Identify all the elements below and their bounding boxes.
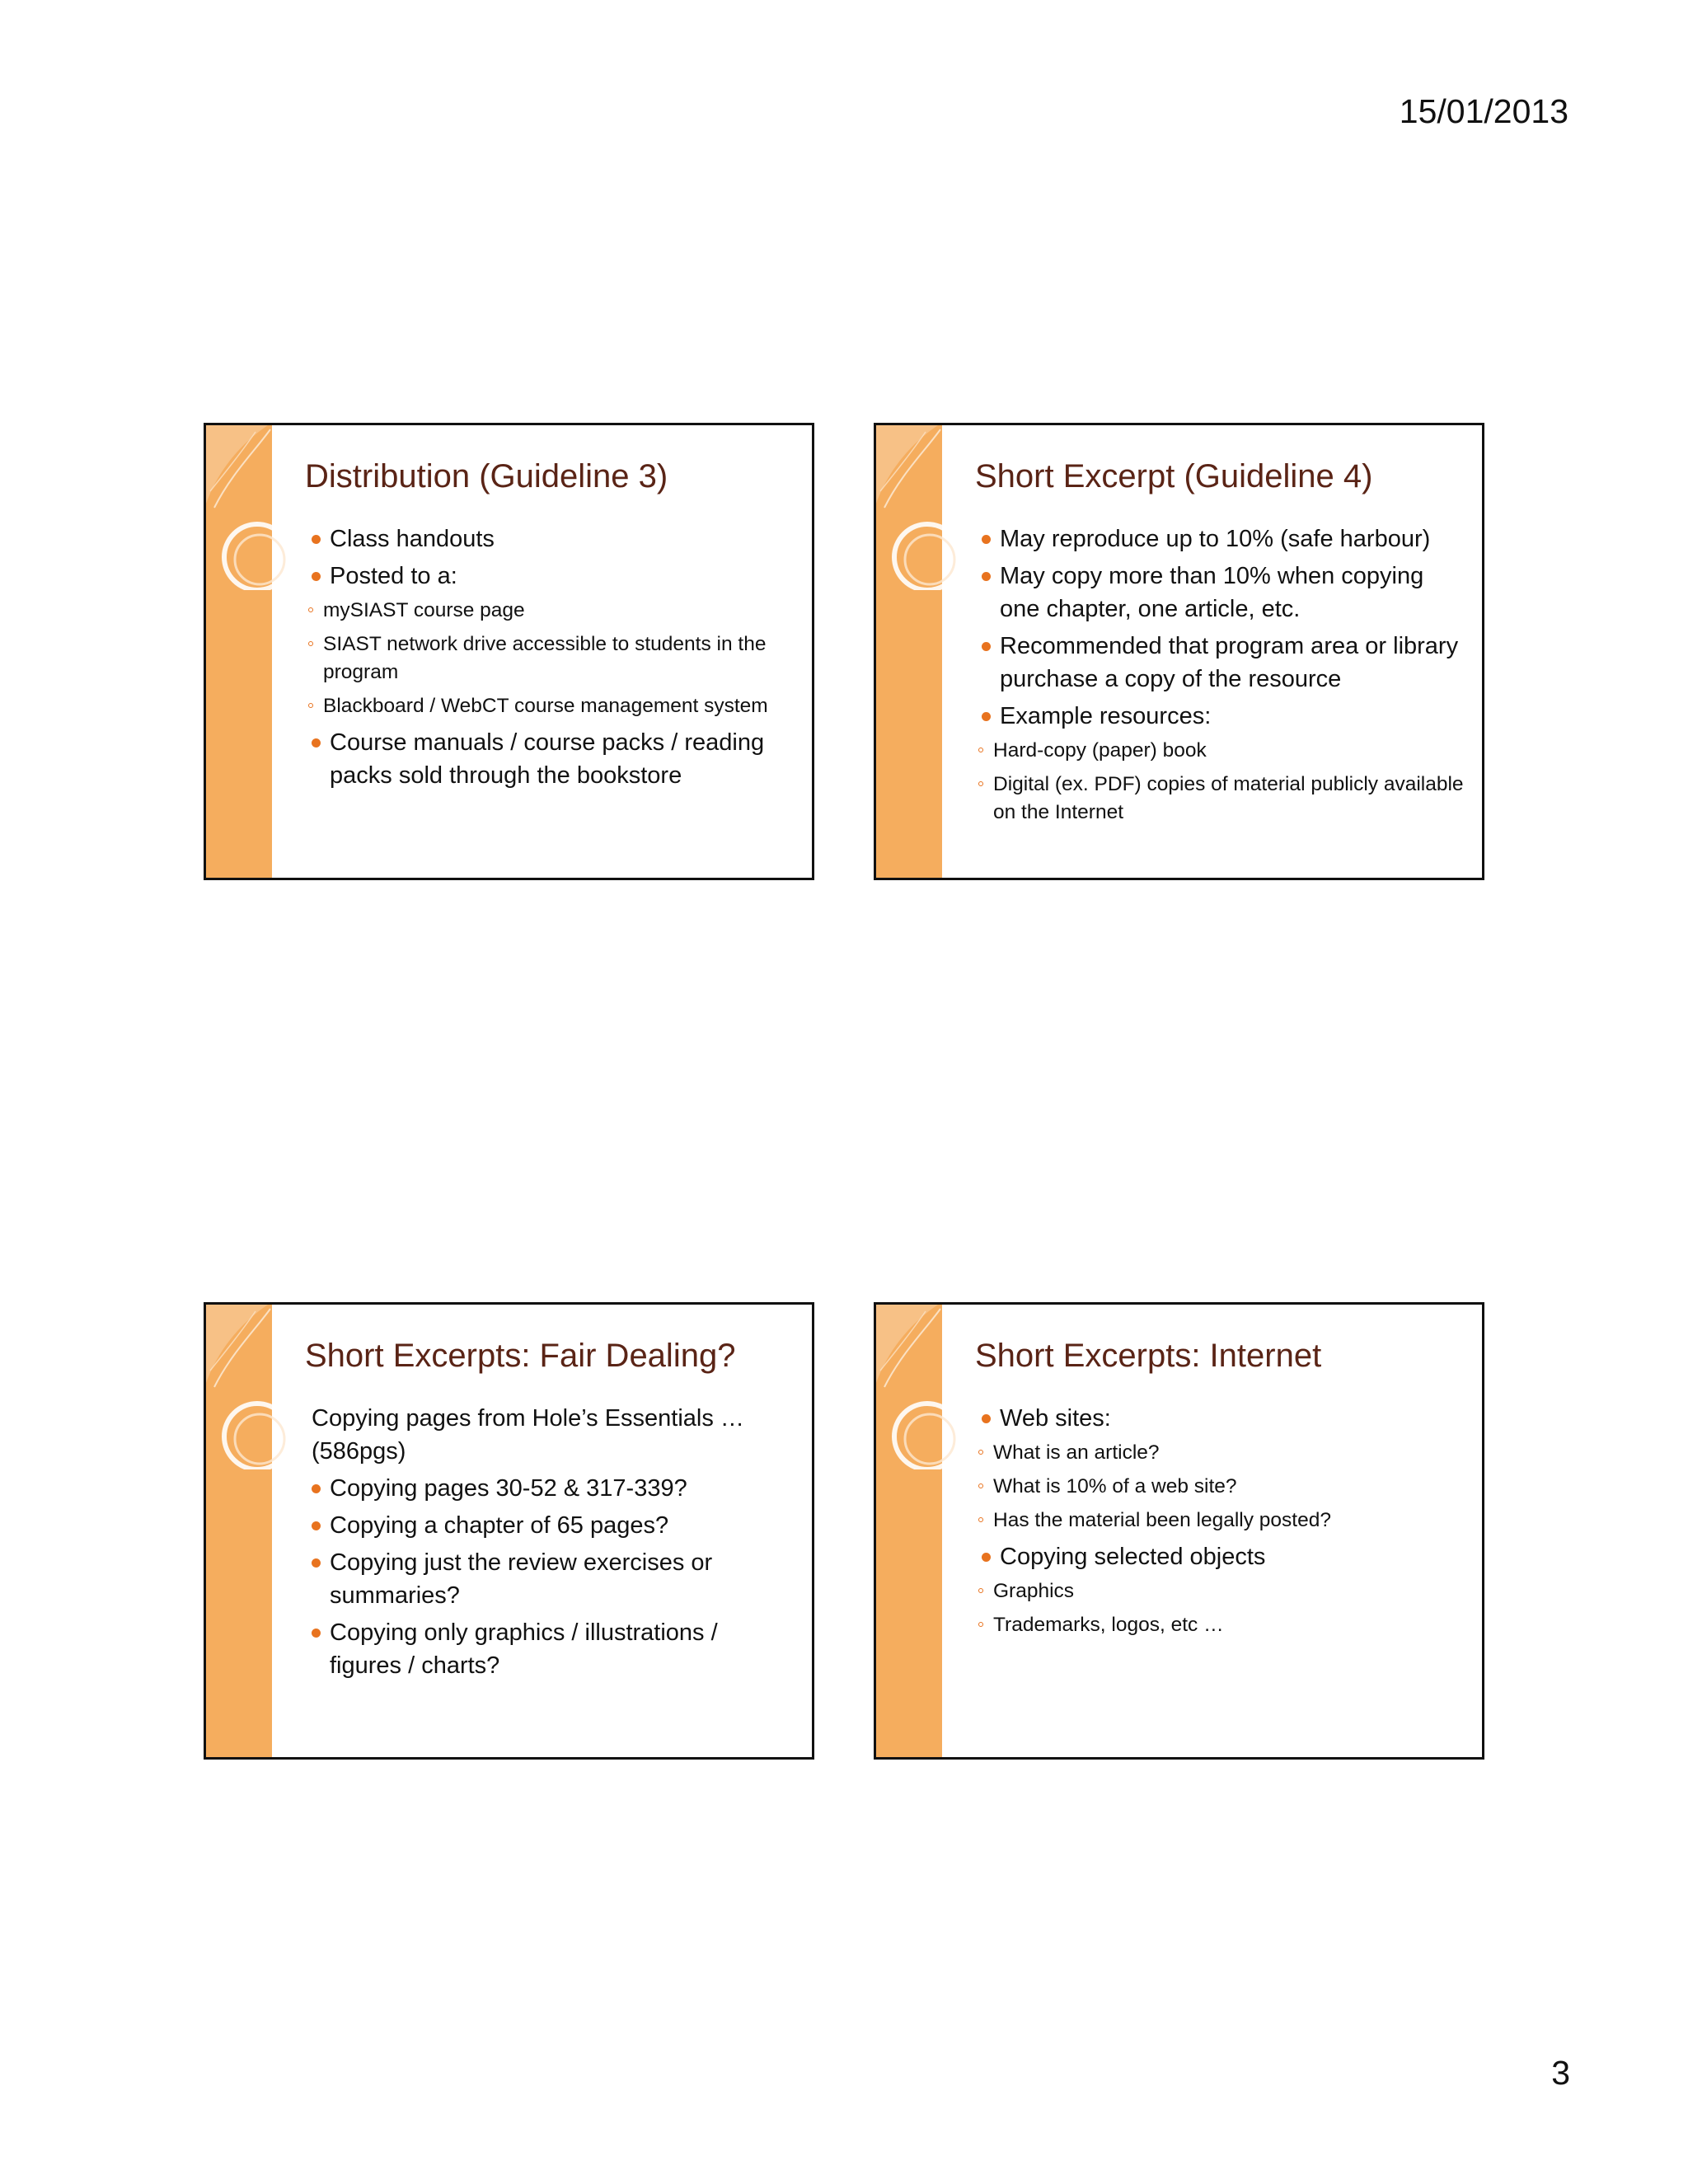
print-date: 15/01/2013 <box>1399 92 1568 130</box>
bullet-text: Copying a chapter of 65 pages? <box>330 1512 669 1539</box>
bullet-item <box>305 1546 795 1612</box>
sub-bullet-item <box>305 597 795 625</box>
bullet-item <box>305 560 795 593</box>
leaf-decoration-icon <box>876 425 975 590</box>
sub-bullet-text: Digital (ex. PDF) copies of material publicly available on the Internet <box>993 773 1464 823</box>
sub-bullet-item <box>975 1473 1465 1501</box>
bullet-dot-icon <box>312 1558 321 1568</box>
bullet-text: Copying pages 30-52 & 317-339? <box>330 1475 687 1502</box>
bullet-list <box>305 1402 795 1686</box>
sub-bullet-text: SIAST network drive accessible to students in the program <box>323 633 767 683</box>
ring-bullet-icon <box>308 641 313 646</box>
sub-bullet-item <box>975 737 1465 765</box>
ring-bullet-icon <box>978 1622 983 1627</box>
bullet-dot-icon <box>982 712 991 721</box>
bullet-text: Web sites: <box>1000 1405 1111 1432</box>
sub-bullet-list <box>975 737 1465 827</box>
bullet-item <box>975 560 1465 626</box>
leaf-decoration-icon <box>876 1305 975 1469</box>
bullet-item <box>305 1472 795 1505</box>
bullet-dot-icon <box>312 1629 321 1638</box>
sub-bullet-list <box>975 1577 1465 1639</box>
slide-title: Short Excerpts: Fair Dealing? <box>305 1338 736 1374</box>
bullet-text: Recommended that program area or library purchase a copy of the resource <box>1000 633 1459 692</box>
bullet-dot-icon <box>982 642 991 651</box>
bullet-item <box>975 523 1465 555</box>
slide-content <box>975 425 1465 878</box>
sub-bullet-list <box>305 597 795 720</box>
slide-content <box>305 1305 795 1757</box>
bullet-text: Copying only graphics / illustrations / figures / charts? <box>330 1619 718 1679</box>
sub-bullet-item <box>975 771 1465 827</box>
sub-bullet-item <box>305 692 795 720</box>
bullet-dot-icon <box>312 1521 321 1530</box>
sub-bullet-text: Trademarks, logos, etc … <box>993 1614 1224 1636</box>
sub-bullet-item <box>975 1577 1465 1605</box>
slide-content <box>975 1305 1465 1757</box>
bullet-text: May reproduce up to 10% (safe harbour) <box>1000 526 1431 552</box>
sub-bullet-item <box>305 630 795 687</box>
bullet-dot-icon <box>312 535 321 544</box>
bullet-text: May copy more than 10% when copying one chapter, one article, etc. <box>1000 563 1424 622</box>
slide-title: Short Excerpt (Guideline 4) <box>975 458 1373 494</box>
bullet-text: Example resources: <box>1000 703 1212 729</box>
bullet-dot-icon <box>982 535 991 544</box>
slide-content <box>305 425 795 878</box>
bullet-item <box>305 726 795 792</box>
sub-bullet-item <box>975 1439 1465 1467</box>
bullet-list <box>305 523 795 796</box>
bullet-text: Copying just the review exercises or summaries? <box>330 1549 713 1609</box>
slide-distribution <box>204 423 814 880</box>
bullet-dot-icon <box>312 572 321 581</box>
leaf-decoration-icon <box>206 425 305 590</box>
slide-internet <box>874 1302 1484 1760</box>
bullet-dot-icon <box>982 572 991 581</box>
bullet-text: Copying selected objects <box>1000 1544 1266 1570</box>
sub-bullet-text: What is an article? <box>993 1441 1160 1464</box>
ring-bullet-icon <box>978 1588 983 1593</box>
slide-title: Short Excerpts: Internet <box>975 1338 1322 1374</box>
sub-bullet-text: Graphics <box>993 1580 1075 1602</box>
bullet-item <box>305 1402 795 1468</box>
ring-bullet-icon <box>978 748 983 752</box>
sub-bullet-text: Has the material been legally posted? <box>993 1509 1331 1531</box>
bullet-item <box>975 1402 1465 1435</box>
sub-bullet-item <box>975 1611 1465 1639</box>
bullet-text: Class handouts <box>330 526 495 552</box>
bullet-dot-icon <box>982 1414 991 1423</box>
leaf-decoration-icon <box>206 1305 305 1469</box>
ring-bullet-icon <box>978 781 983 786</box>
bullet-dot-icon <box>982 1553 991 1562</box>
ring-bullet-icon <box>308 607 313 612</box>
bullet-item <box>305 523 795 555</box>
bullet-text: Course manuals / course packs / reading packs sold through the bookstore <box>330 729 765 789</box>
sub-bullet-text: Hard-copy (paper) book <box>993 739 1207 762</box>
bullet-item <box>975 700 1465 733</box>
bullet-item <box>305 1616 795 1682</box>
bullet-item <box>305 1509 795 1542</box>
sub-bullet-item <box>975 1507 1465 1535</box>
bullet-dot-icon <box>312 738 321 748</box>
slide-short-excerpt <box>874 423 1484 880</box>
ring-bullet-icon <box>978 1517 983 1522</box>
ring-bullet-icon <box>978 1483 983 1488</box>
bullet-item <box>975 1540 1465 1573</box>
bullet-item <box>975 630 1465 696</box>
ring-bullet-icon <box>308 703 313 708</box>
bullet-list <box>975 523 1465 832</box>
ring-bullet-icon <box>978 1450 983 1455</box>
bullet-list <box>975 1402 1465 1645</box>
slide-fair-dealing <box>204 1302 814 1760</box>
sub-bullet-text: Blackboard / WebCT course management system <box>323 695 768 717</box>
bullet-dot-icon <box>312 1484 321 1493</box>
page-number: 3 <box>1551 2054 1570 2092</box>
sub-bullet-text: What is 10% of a web site? <box>993 1475 1237 1497</box>
sub-bullet-list <box>975 1439 1465 1535</box>
slide-title: Distribution (Guideline 3) <box>305 458 668 494</box>
bullet-text: Posted to a: <box>330 563 457 589</box>
sub-bullet-text: mySIAST course page <box>323 599 525 621</box>
bullet-text: Copying pages from Hole’s Essentials … (586pgs) <box>312 1405 744 1465</box>
